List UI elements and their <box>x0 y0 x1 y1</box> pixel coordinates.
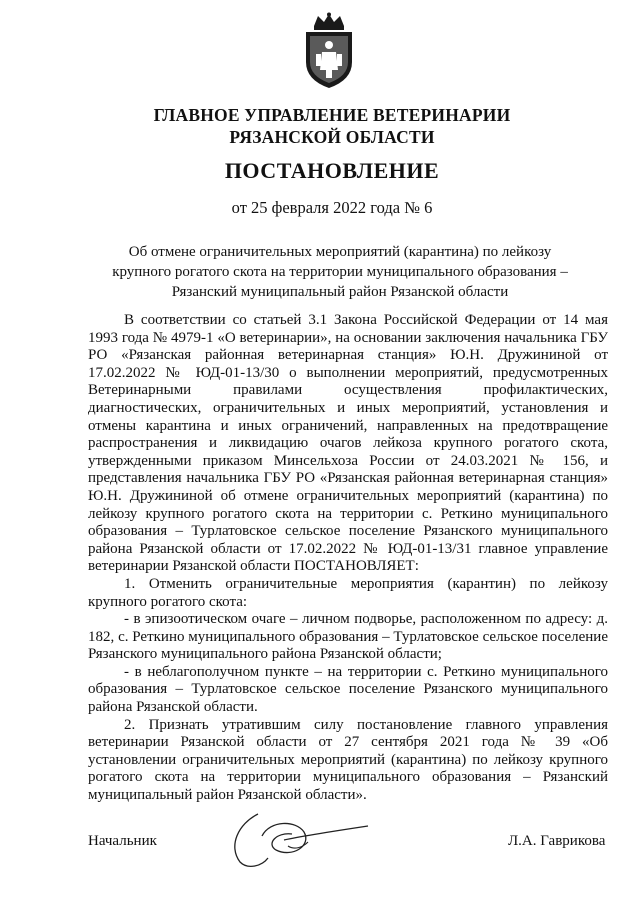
organization-name-line1: ГЛАВНОЕ УПРАВЛЕНИЕ ВЕТЕРИНАРИИ <box>153 105 511 125</box>
signatory-name: Л.А. Гаврикова <box>508 833 606 849</box>
preamble-paragraph: В соответствии со статьей 3.1 Закона Российской Федерации от 14 мая 1993 года № 4979-1 «О ветеринарии», на основании заключения начальника ГБУ РО «Рязанская районная ветеринарная станция» Ю.Н. Дружининой от 17.02.2022 № ЮД-01-13/30 о выполнении мероприятий, предусмотренных Ветеринарными правилами осуществления профилактических, диагностических, ограничительных и иных мероприятий, установления и отмены карантина и иных ограничений, направленных на предотвращение распространения и ликвидацию очагов лейкоза крупного рогатого скота, утвержденными приказом Минсельхоза России от 24.03.2021 № 156, и представления начальника ГБУ РО «Рязанская районная ветеринарная станция» Ю.Н. Дружининой об отмене ограничительных мероприятий (карантина) по лейкозу крупного рогатого скота на территории с. Реткино муниципального образования – Турлатовское сельское поселение Рязанского муниципального района Рязанской области от 17.02.2022 № ЮД-01-13/31 главное управление ветеринарии Рязанской области ПОСТАНОВЛЯЕТ: <box>88 312 608 575</box>
document-title: Об отмене ограничительных мероприятий (карантина) по лейкозу крупного рогатого скота на территории муниципального образования – Рязанский муниципальный район Рязанской области <box>112 244 568 300</box>
document-body <box>88 312 608 805</box>
item-2: 2. Признать утратившим силу постановление главного управления ветеринарии Рязанской области от 27 сентября 2021 года № 39 «Об установлении ограничительных мероприятий (карантина) по лейкозу крупного рогатого скота на территории муниципального образования – Рязанский муниципальный район Рязанской области». <box>88 716 608 804</box>
coat-of-arms-emblem <box>300 12 358 90</box>
item-1-subitem-b: - в неблагополучном пункте – на территории с. Реткино муниципального образования – Турлатовское сельское поселение Рязанского муниципального района Рязанской области. <box>88 663 608 716</box>
item-1-subitem-a: - в эпизоотическом очаге – личном подворье, расположенном по адресу: д. 182, с. Реткино муниципального образования – Турлатовское сельское поселение Рязанского муниципального района Рязанской области; <box>88 611 608 663</box>
item-1: 1. Отменить ограничительные мероприятия (карантин) по лейкозу крупного рогатого скота: <box>88 575 608 610</box>
document-type: ПОСТАНОВЛЕНИЕ <box>224 158 440 183</box>
organization-name-line2: РЯЗАНСКОЙ ОБЛАСТИ <box>229 127 435 147</box>
handwritten-signature <box>218 806 378 870</box>
signatory-position: Начальник <box>88 833 157 849</box>
document-date-number: от 25 февраля 2022 года № 6 <box>231 198 433 217</box>
